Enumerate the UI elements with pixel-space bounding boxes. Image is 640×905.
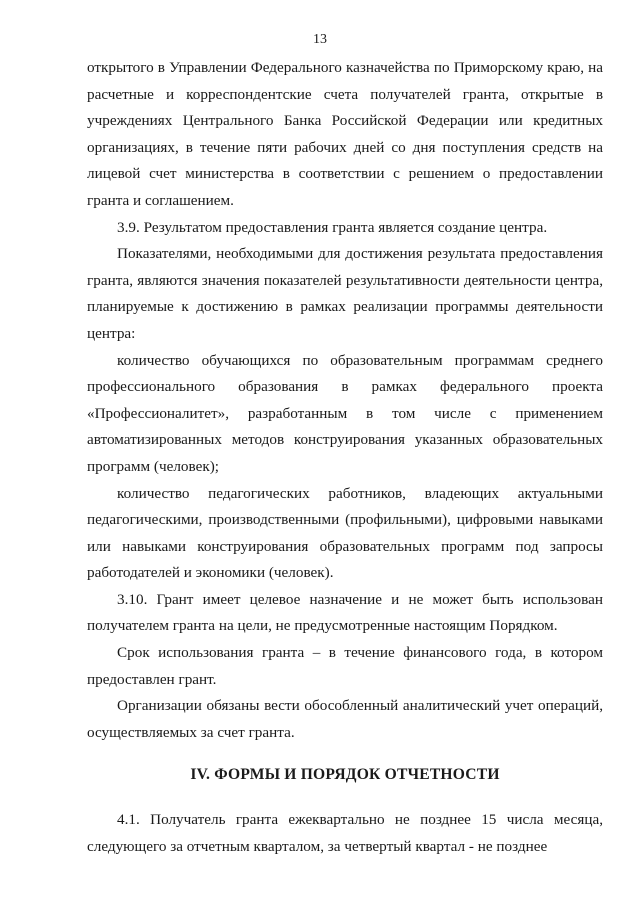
paragraph-grant-term: Срок использования гранта – в течение финансового года, в котором предоставлен грант. — [87, 644, 603, 688]
paragraph-indicator-students: количество обучающихся по образовательным программам среднего профессионального образования в рамках федерального проекта «Профессионалитет», разработанным в том числе с применением автоматизированных методов конструирования указанных образовательных программ (человек); — [87, 351, 603, 475]
section-heading: IV. ФОРМЫ И ПОРЯДОК ОТЧЕТНОСТИ — [190, 766, 500, 784]
paragraph-indicator-teachers: количество педагогических работников, владеющих актуальными педагогическими, производственными (профильными), цифровыми навыками или навыками конструирования образовательных программ под запросы работодателей и экономики (человек). — [87, 484, 603, 582]
document-body — [87, 55, 603, 860]
paragraph-3-10: 3.10. Грант имеет целевое назначение и не может быть использован получателем гранта на цели, не предусмотренные настоящим Порядком. — [87, 590, 603, 635]
page-number: 13 — [313, 32, 327, 47]
paragraph-3-9: 3.9. Результатом предоставления гранта является создание центра. — [117, 218, 548, 236]
paragraph-4-1: 4.1. Получатель гранта ежеквартально не позднее 15 числа месяца, следующего за отчетным кварталом, за четвертый квартал - не позднее — [87, 811, 603, 855]
paragraph-indicators: Показателями, необходимыми для достижения результата предоставления гранта, являются значения показателей результативности деятельности центра, планируемые к достижению в рамках реализации программы деятельности центра: — [87, 245, 603, 342]
paragraph-accounting: Организации обязаны вести обособленный аналитический учет операций, осуществляемых за счет гранта. — [87, 697, 603, 741]
paragraph-continuation: открытого в Управлении Федерального казначейства по Приморскому краю, на расчетные и корреспондентские счета получателей гранта, открытые в учреждениях Центрального Банка Российской Федерации или кредитных организациях, в течение пяти рабочих дней со дня поступления средств на лицевой счет министерства в соответствии с решением о предоставлении гранта и соглашением. — [87, 59, 603, 209]
